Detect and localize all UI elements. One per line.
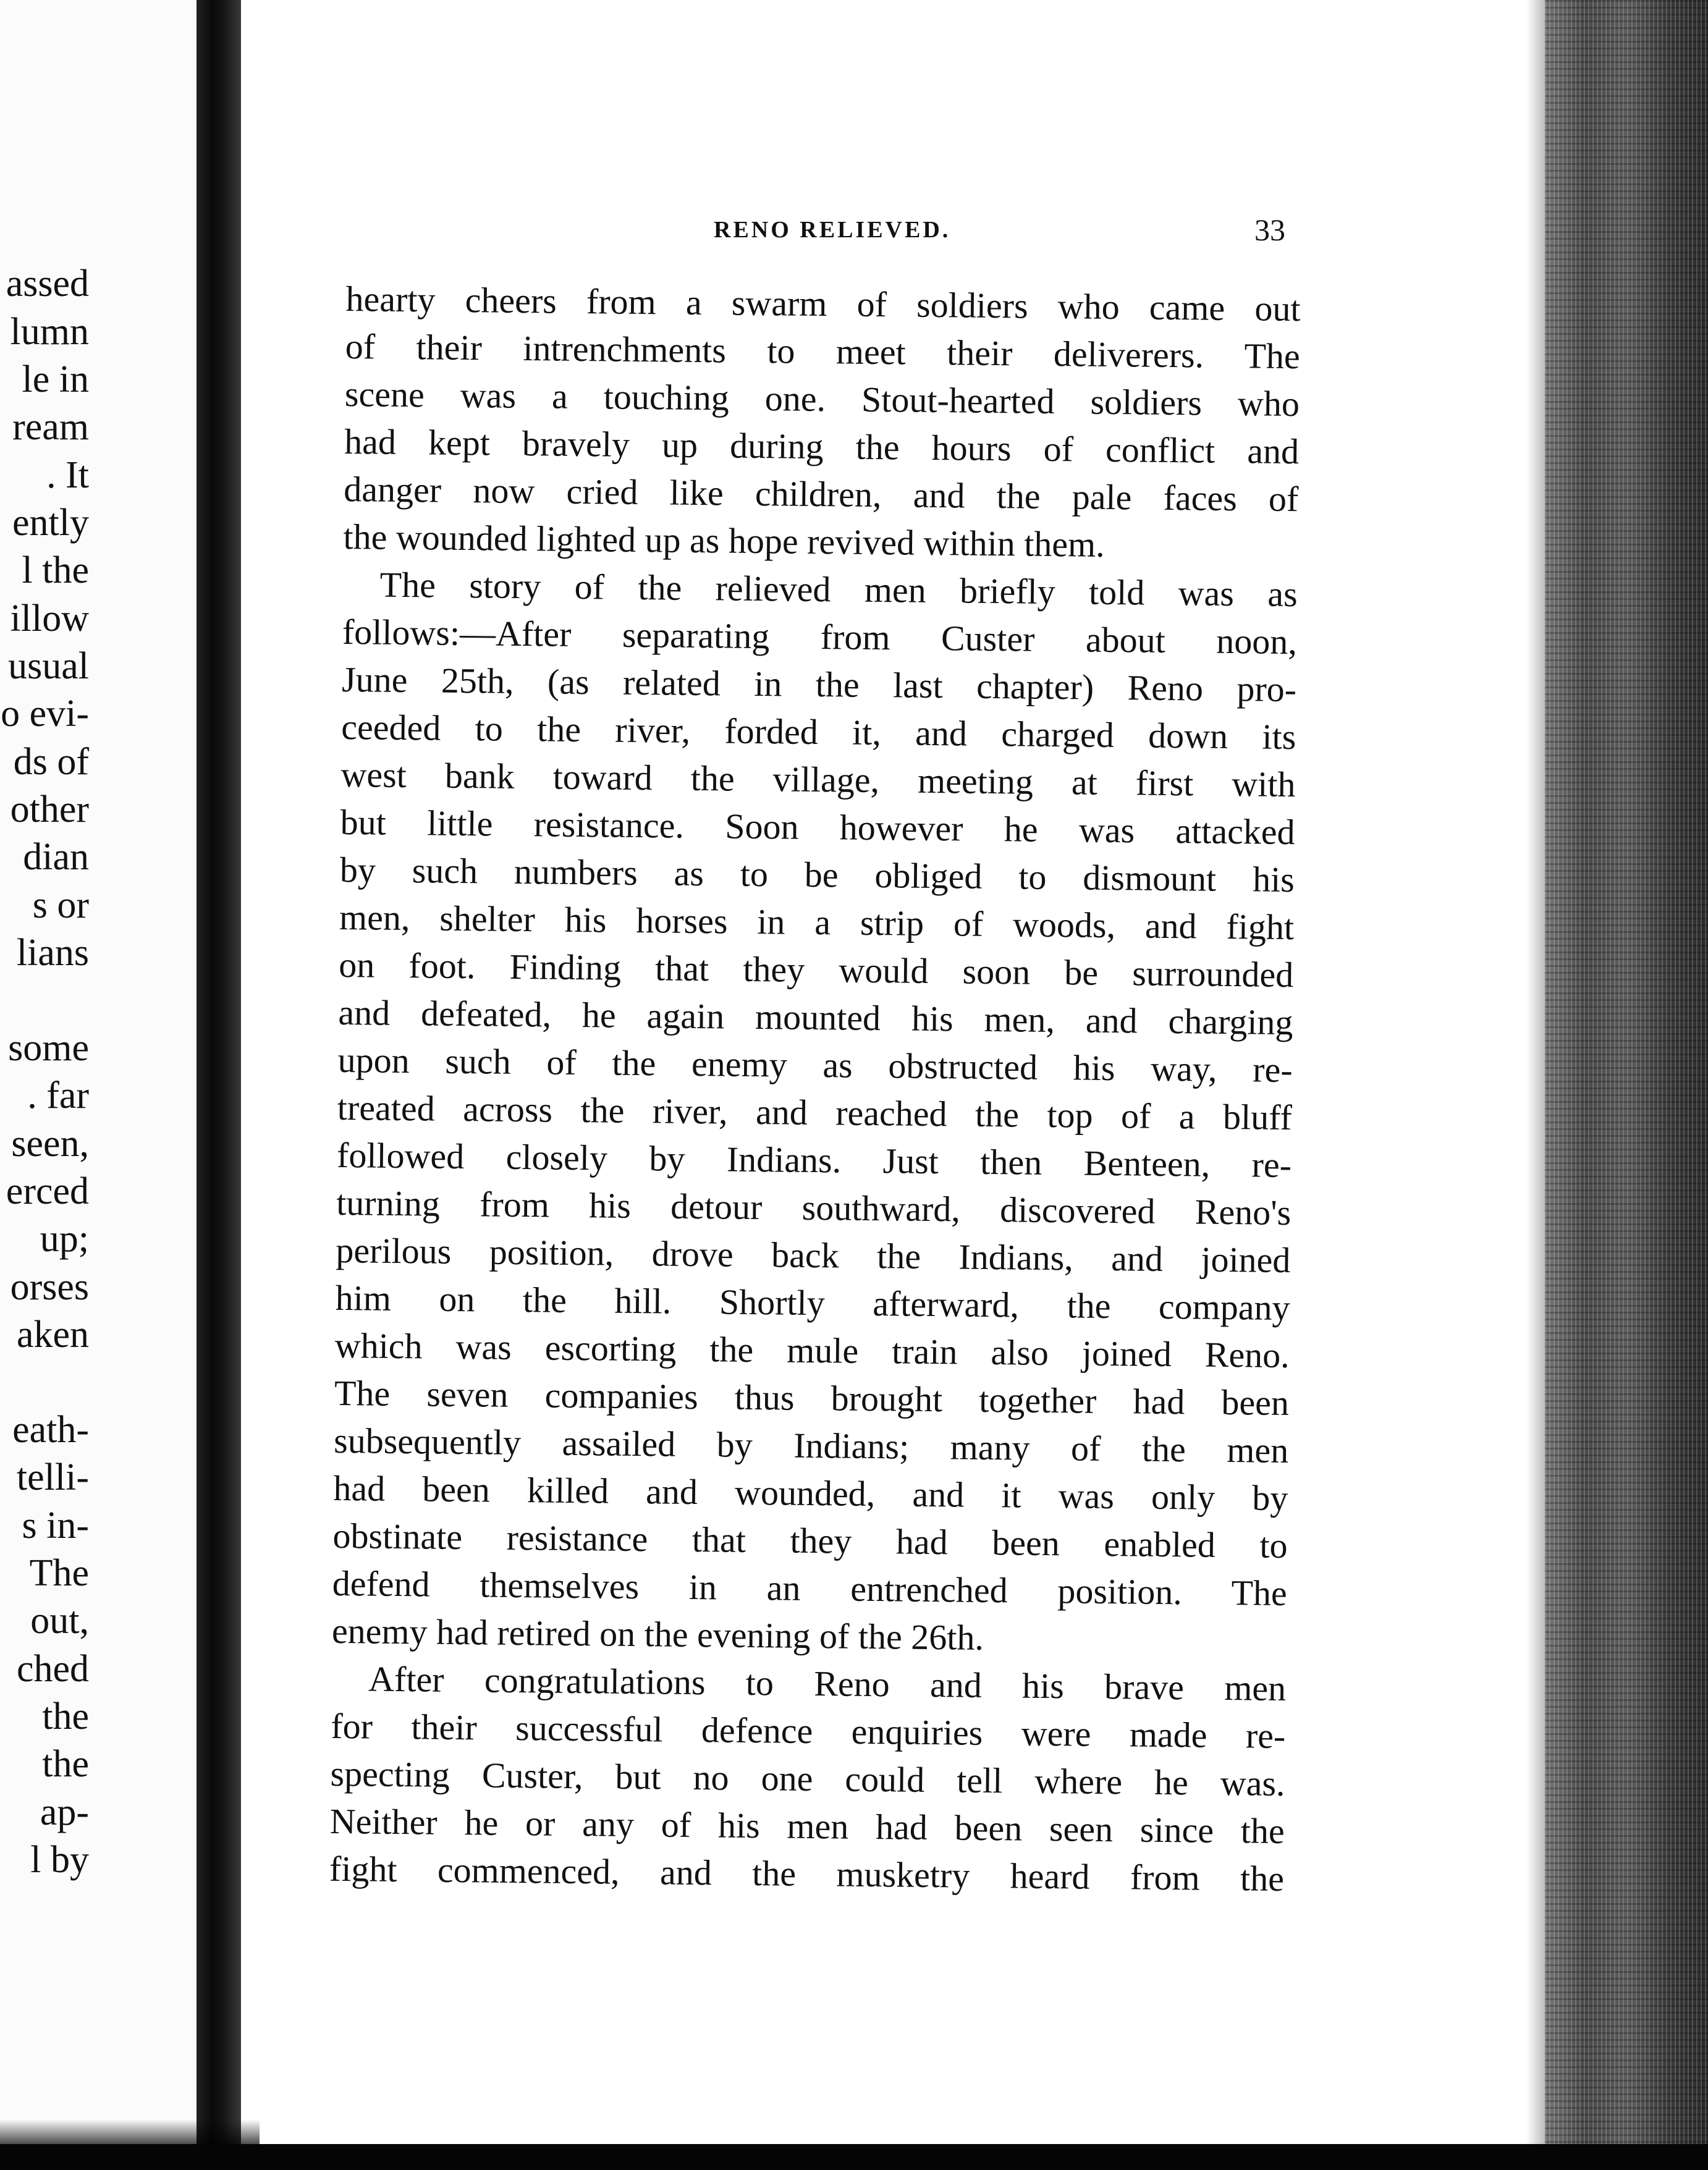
left-fragment: s or [32, 884, 89, 926]
left-fragment: dian [23, 836, 89, 878]
left-fragment: other [10, 788, 89, 830]
text-line: on foot. Finding that they would soon be surrounded [338, 944, 1294, 995]
left-fragment: s in- [22, 1505, 89, 1547]
page-number: 33 [1254, 213, 1285, 247]
left-fragment: aken [16, 1314, 89, 1356]
left-fragment: ds of [13, 741, 89, 783]
left-fragment: up; [40, 1218, 89, 1260]
text-line: scene was a touching one. Stout-hearted soldiers who [344, 373, 1300, 424]
book-page-edges [1545, 0, 1708, 2170]
text-line: hearty cheers from a swarm of soldiers who came out [345, 278, 1301, 329]
text-line: June 25th, (as related in the last chapter) Reno pro- [341, 659, 1297, 710]
left-fragment: the [42, 1743, 89, 1785]
paragraph-first-line: After congratulations to Reno and his brave men [368, 1658, 1287, 1709]
paragraph-first-line: The story of the relieved men briefly told was as [379, 564, 1298, 615]
text-line: fight commenced, and the musketry heard from the [329, 1848, 1285, 1899]
text-line: ceeded to the river, forded it, and charged down its [340, 706, 1296, 758]
text-line: by such numbers as to be obliged to dismount his [339, 849, 1295, 900]
left-fragment: usual [8, 645, 89, 687]
left-fragment: o evi- [1, 693, 89, 735]
text-line: turning from his detour southward, discovered Reno's [336, 1182, 1292, 1233]
body-text [329, 275, 1301, 1902]
text-line: perilous position, drove back the Indians, and joined [336, 1230, 1291, 1281]
text-line: but little resistance. Soon however he was attacked [340, 801, 1295, 853]
left-fragment: telli- [16, 1456, 89, 1498]
left-fragment: erced [6, 1170, 89, 1212]
text-line: him on the hill. Shortly afterward, the company [335, 1277, 1290, 1328]
left-fragment: l by [30, 1839, 89, 1881]
text-line: men, shelter his horses in a strip of woods, and fight [339, 897, 1295, 948]
left-fragment: lumn [10, 311, 89, 353]
text-line: which was escorting the mule train also joined Reno. [334, 1325, 1290, 1376]
left-fragment: The [29, 1552, 89, 1594]
text-line: Neither he or any of his men had been seen since the [329, 1801, 1285, 1852]
text-line: treated across the river, and reached the top of a bluff [337, 1087, 1293, 1138]
text-line: obstinate resistance that they had been enabled to [332, 1515, 1288, 1566]
text-line: upon such of the enemy as obstructed his way, re- [337, 1039, 1293, 1091]
text-line: specting Custer, but no one could tell where he was. [330, 1753, 1285, 1804]
left-fragment: ream [12, 406, 89, 448]
left-fragment: ched [16, 1648, 89, 1690]
left-fragment: ently [12, 502, 89, 544]
left-fragment: le in [22, 358, 89, 400]
text-line: of their intrenchments to meet their deliverers. The [345, 326, 1301, 377]
text-line: had been killed and wounded, and it was only by [333, 1467, 1288, 1519]
left-fragment: illow [10, 597, 89, 640]
left-fragment: the [42, 1695, 89, 1737]
left-fragment: lians [16, 932, 89, 974]
text-line: and defeated, he again mounted his men, and charging [338, 992, 1293, 1043]
left-fragment: eath- [12, 1409, 89, 1451]
left-fragment: seen, [11, 1123, 89, 1165]
text-line: defend themselves in an entrenched position. The [332, 1563, 1288, 1614]
left-fragment: out, [30, 1600, 89, 1642]
text-line: danger now cried like children, and the pale faces of [344, 468, 1299, 520]
binding-gutter-shadow [197, 0, 241, 2170]
text-line: followed closely by Indians. Just then Benteen, re- [336, 1134, 1292, 1186]
left-fragment: . far [27, 1074, 89, 1117]
text-line: subsequently assailed by Indians; many of the men [333, 1420, 1289, 1471]
text-line: follows:—After separating from Custer about noon, [342, 611, 1298, 662]
text-line: enemy had retired on the evening of the 26th. [331, 1610, 984, 1658]
left-fragment: ap- [40, 1791, 89, 1833]
text-line: The seven companies thus brought together had been [334, 1372, 1290, 1424]
previous-page-edge [0, 0, 204, 2170]
left-fragment: some [8, 1027, 89, 1069]
left-fragment: l the [22, 549, 89, 591]
text-line: west bank toward the village, meeting at first with [340, 754, 1296, 805]
text-line: had kept bravely up during the hours of conflict and [344, 421, 1300, 472]
scan-bottom-border [0, 2144, 1708, 2170]
left-fragment: . It [46, 454, 89, 496]
left-fragment: assed [6, 263, 89, 305]
running-head-title: RENO RELIEVED. [714, 217, 951, 243]
left-fragment: orses [10, 1266, 89, 1308]
text-line: the wounded lighted up as hope revived within them. [343, 516, 1106, 565]
text-line: for their successful defence enquiries were made re- [331, 1705, 1286, 1757]
